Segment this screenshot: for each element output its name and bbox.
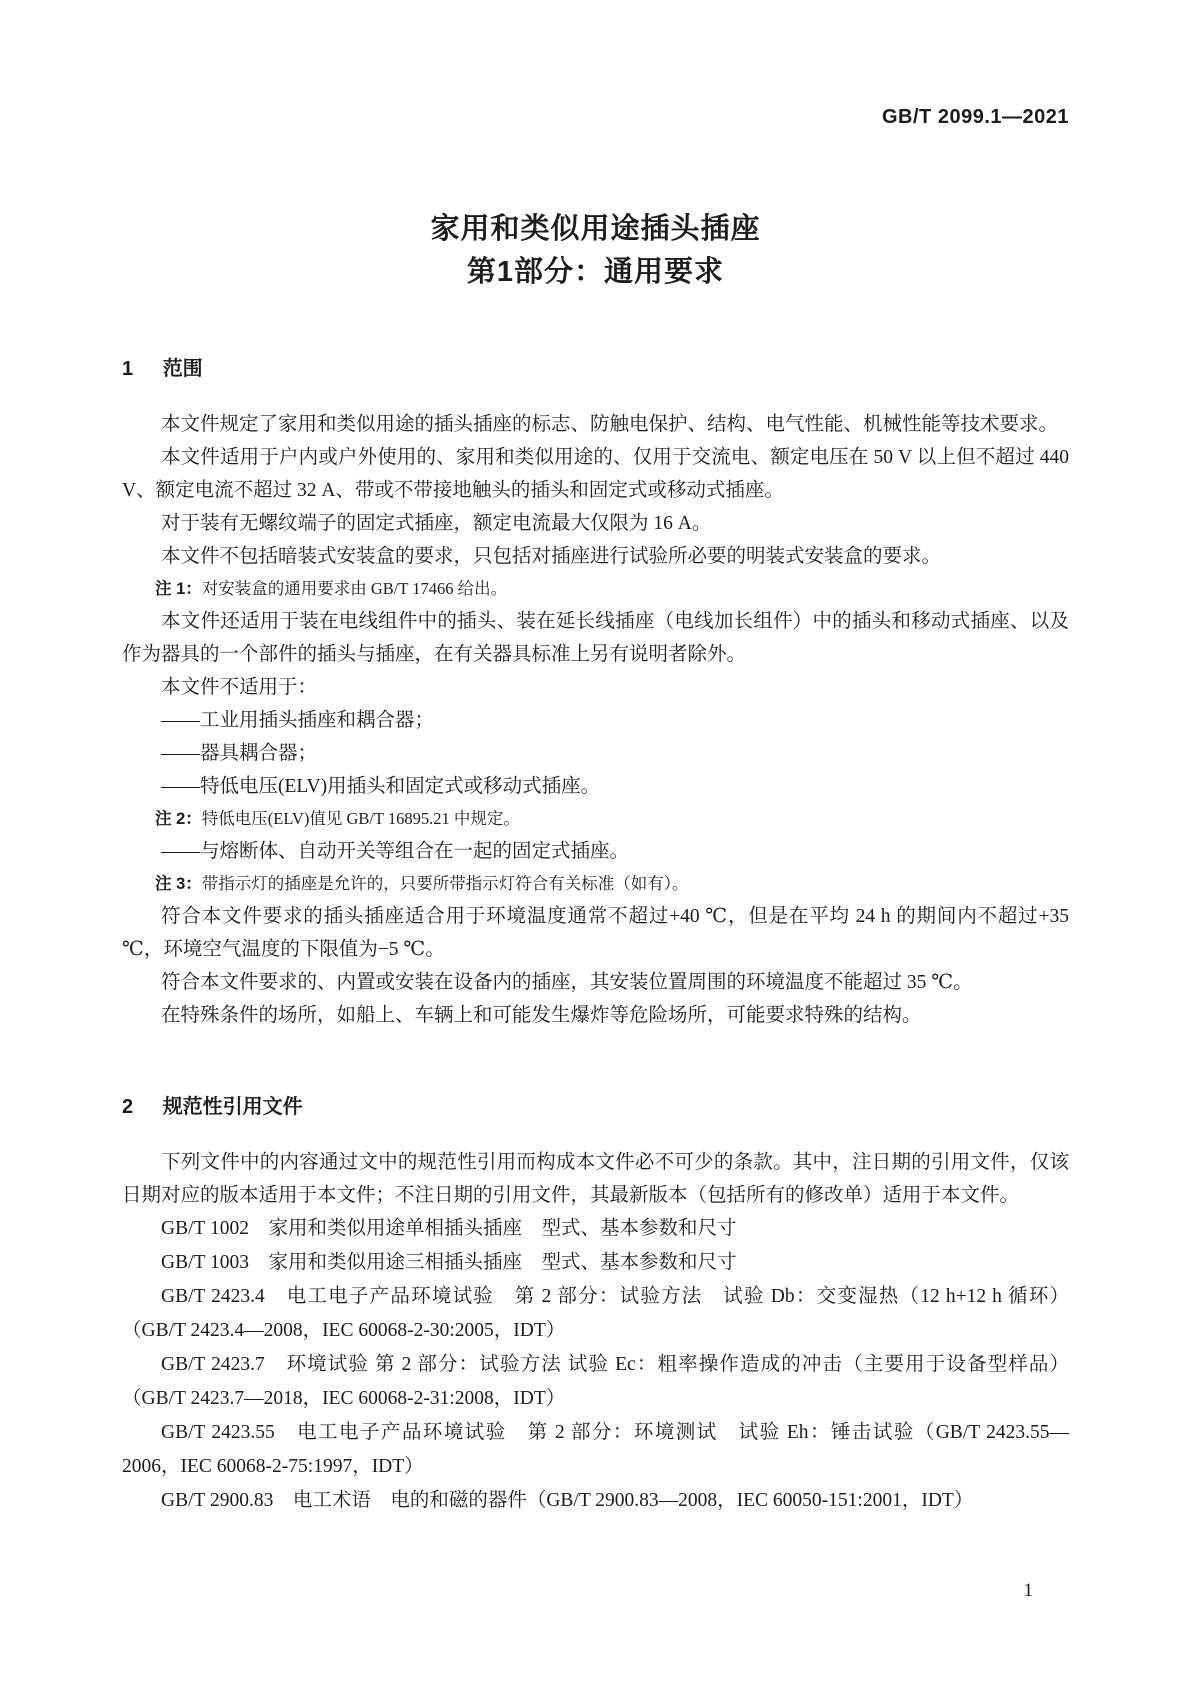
text-run: 特低电压(ELV)值见 GB/T 16895.21 中规定。 — [201, 809, 520, 828]
section-body — [122, 408, 1069, 1032]
text-run: GB/T 2423.55 电工电子产品环境试验 第 2 部分：环境测试 试验 Eh：锤击试验（GB/T 2423.55—2006，IEC 60068-2-75:1997，IDT） — [122, 1422, 1069, 1477]
reference-item — [122, 1280, 1069, 1348]
text-run: GB/T 2900.83 电工术语 电的和磁的器件（GB/T 2900.83—2008，IEC 60050-151:2001，IDT） — [161, 1490, 974, 1511]
paragraph — [122, 540, 1069, 573]
text-run: GB/T 1003 家用和类似用途三相插头插座 型式、基本参数和尺寸 — [161, 1252, 737, 1273]
text-run: 本文件适用于户内或户外使用的、家用和类似用途的、仅用于交流电、额定电压在 50 V 以上但不超过 440 V、额定电流不超过 32 A、带或不带接地触头的插头和固定式或移动式插座。 — [122, 447, 1069, 501]
paragraph — [122, 408, 1069, 441]
list-item — [122, 770, 1069, 803]
list-item — [122, 835, 1069, 868]
text-run: ——工业用插头插座和耦合器； — [161, 710, 435, 731]
text-run: 对安装盒的通用要求由 GB/T 17466 给出。 — [201, 579, 508, 598]
paragraph — [122, 441, 1069, 507]
reference-item — [122, 1212, 1069, 1246]
paragraph — [122, 507, 1069, 540]
text-run: ——特低电压(ELV)用插头和固定式或移动式插座。 — [161, 776, 601, 797]
text-run: 本文件不包括暗装式安装盒的要求，只包括对插座进行试验所必要的明装式安装盒的要求。 — [161, 546, 942, 567]
text-run: ——器具耦合器； — [161, 743, 318, 764]
section-heading — [122, 1094, 1069, 1120]
reference-item — [122, 1348, 1069, 1416]
text-run: ——与熔断体、自动开关等组合在一起的固定式插座。 — [161, 841, 630, 862]
text-run: 带指示灯的插座是允许的，只要所带指示灯符合有关标准（如有）。 — [201, 874, 689, 893]
reference-item — [122, 1484, 1069, 1518]
text-run: 在特殊条件的场所，如船上、车辆上和可能发生爆炸等危险场所，可能要求特殊的结构。 — [161, 1005, 922, 1026]
section-number: 1 — [122, 358, 134, 380]
section-number: 2 — [122, 1096, 134, 1118]
note-label: 注 1： — [155, 580, 202, 598]
title-line-2: 第1部分：通用要求 — [466, 256, 725, 288]
section-scope — [122, 356, 1069, 1032]
note-label: 注 2： — [155, 810, 202, 828]
text-run: GB/T 2423.7 环境试验 第 2 部分：试验方法 试验 Ec：粗率操作造成的冲击（主要用于设备型样品）（GB/T 2423.7—2018，IEC 60068-2-31:2008，IDT） — [122, 1354, 1069, 1409]
section-normative-references — [122, 1094, 1069, 1518]
paragraph — [122, 1146, 1069, 1212]
list-item — [122, 704, 1069, 737]
text-run: 符合本文件要求的插头插座适合用于环境温度通常不超过+40 ℃，但是在平均 24 h 的期间内不超过+35 ℃，环境空气温度的下限值为−5 ℃。 — [122, 906, 1069, 960]
section-body — [122, 1146, 1069, 1518]
text-run: 下列文件中的内容通过文中的规范性引用而构成本文件必不可少的条款。其中，注日期的引用文件，仅该日期对应的版本适用于本文件；不注日期的引用文件，其最新版本（包括所有的修改单）适用于本文件。 — [122, 1152, 1069, 1206]
section-title: 范围 — [162, 358, 203, 380]
text-run: 本文件不适用于： — [161, 677, 318, 698]
paragraph — [122, 671, 1069, 704]
paragraph — [122, 999, 1069, 1032]
list-item — [122, 737, 1069, 770]
document-title — [122, 0, 1069, 294]
note — [122, 803, 1069, 835]
text-run: 对于装有无螺纹端子的固定式插座，额定电流最大仅限为 16 A。 — [161, 513, 712, 534]
doc-number: GB/T 2099.1—2021 — [882, 106, 1069, 128]
section-heading — [122, 356, 1069, 382]
page-number: 1 — [1023, 1580, 1033, 1601]
text-run: GB/T 2423.4 电工电子产品环境试验 第 2 部分：试验方法 试验 Db：交变湿热（12 h+12 h 循环）（GB/T 2423.4—2008，IEC 60068-2-30:2005，IDT） — [122, 1286, 1069, 1341]
title-line-1: 家用和类似用途插头插座 — [430, 213, 761, 245]
note-label: 注 3： — [155, 875, 202, 893]
paragraph — [122, 966, 1069, 999]
text-run: 本文件规定了家用和类似用途的插头插座的标志、防触电保护、结构、电气性能、机械性能等技术要求。 — [161, 414, 1059, 435]
reference-item — [122, 1416, 1069, 1484]
paragraph — [122, 605, 1069, 671]
text-run: 本文件还适用于装在电线组件中的插头、装在延长线插座（电线加长组件）中的插头和移动式插座、以及作为器具的一个部件的插头与插座，在有关器具标准上另有说明者除外。 — [122, 611, 1069, 665]
text-run: 符合本文件要求的、内置或安装在设备内的插座，其安装位置周围的环境温度不能超过 35 ℃。 — [161, 972, 973, 993]
note — [122, 868, 1069, 900]
paragraph — [122, 900, 1069, 966]
page-content — [122, 0, 1069, 1518]
section-title: 规范性引用文件 — [162, 1096, 303, 1118]
reference-item — [122, 1246, 1069, 1280]
text-run: GB/T 1002 家用和类似用途单相插头插座 型式、基本参数和尺寸 — [161, 1218, 737, 1239]
note — [122, 573, 1069, 605]
